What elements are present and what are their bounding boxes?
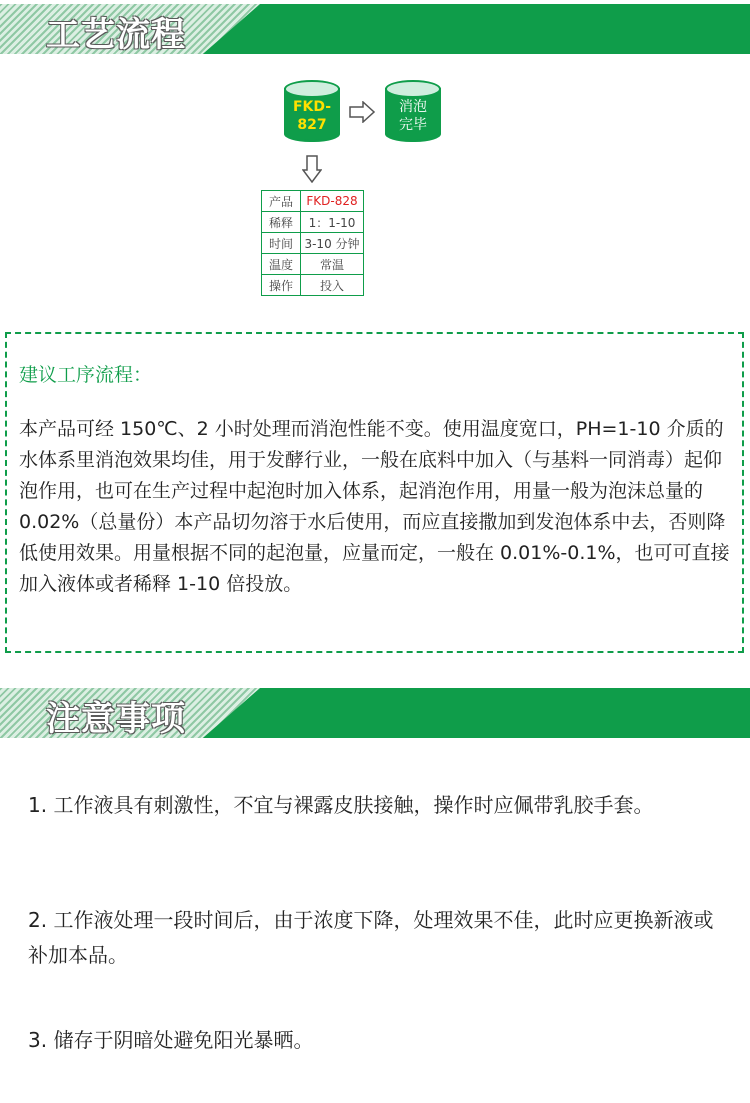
procedure-text: 本产品可经 150℃、2 小时处理而消泡性能不变。使用温度宽口，PH=1-10 介质的水体系里消泡效果均佳，用于发酵行业，一般在底料中加入（与基料一同消毒）起仰泡作用，也可在生产过程中起泡时加入体系，起消泡作用，用量一般为泡沫总量的 0.02%（总量份）本产品切勿溶于水后使用，而应直接撒加到发泡体系中去，否则降低使用效果。用量根据不同的起泡量，应量而定，一般在 0.01%-0.1%，也可可直接加入液体或者稀释 1-10 倍投放。 — [19, 418, 730, 595]
arrow-right-icon — [349, 101, 375, 123]
product-label-line1: FKD- — [292, 99, 332, 115]
table-row — [262, 212, 364, 233]
product-label-line2: 827 — [297, 117, 327, 133]
table-row — [262, 191, 364, 212]
spec-key: 温度 — [262, 254, 301, 275]
section-banner-process — [0, 4, 750, 54]
result-cylinder — [385, 80, 441, 142]
section-title: 工艺流程 — [46, 15, 186, 54]
spec-value: 投入 — [301, 275, 364, 296]
table-row — [262, 233, 364, 254]
spec-key: 产品 — [262, 191, 301, 212]
spec-value: 3-10 分钟 — [301, 233, 364, 254]
spec-table — [261, 190, 364, 296]
spec-key: 操作 — [262, 275, 301, 296]
arrow-down-icon — [302, 155, 322, 183]
procedure-box — [5, 332, 744, 653]
cylinder-top — [385, 80, 441, 98]
note-item: 3. 储存于阴暗处避免阳光暴晒。 — [28, 1028, 314, 1052]
spec-value: 常温 — [301, 254, 364, 275]
product-cylinder-label — [284, 98, 340, 134]
note-item: 2. 工作液处理一段时间后，由于浓度下降，处理效果不佳，此时应更换新液或补加本品。 — [28, 908, 714, 967]
result-label-line2: 完毕 — [399, 117, 427, 133]
spec-value: FKD-828 — [301, 191, 364, 212]
spec-key: 时间 — [262, 233, 301, 254]
product-cylinder — [284, 80, 340, 142]
table-row — [262, 275, 364, 296]
section-title: 注意事项 — [46, 699, 186, 738]
spec-key: 稀释 — [262, 212, 301, 233]
result-cylinder-label — [385, 98, 441, 134]
spec-value: 1：1-10 — [301, 212, 364, 233]
section-banner-notes — [0, 688, 750, 738]
cylinder-top — [284, 80, 340, 98]
note-item: 1. 工作液具有刺激性，不宜与裸露皮肤接触，操作时应佩带乳胶手套。 — [28, 793, 654, 817]
table-row — [262, 254, 364, 275]
result-label-line1: 消泡 — [399, 99, 427, 115]
procedure-heading: 建议工序流程： — [19, 364, 153, 386]
